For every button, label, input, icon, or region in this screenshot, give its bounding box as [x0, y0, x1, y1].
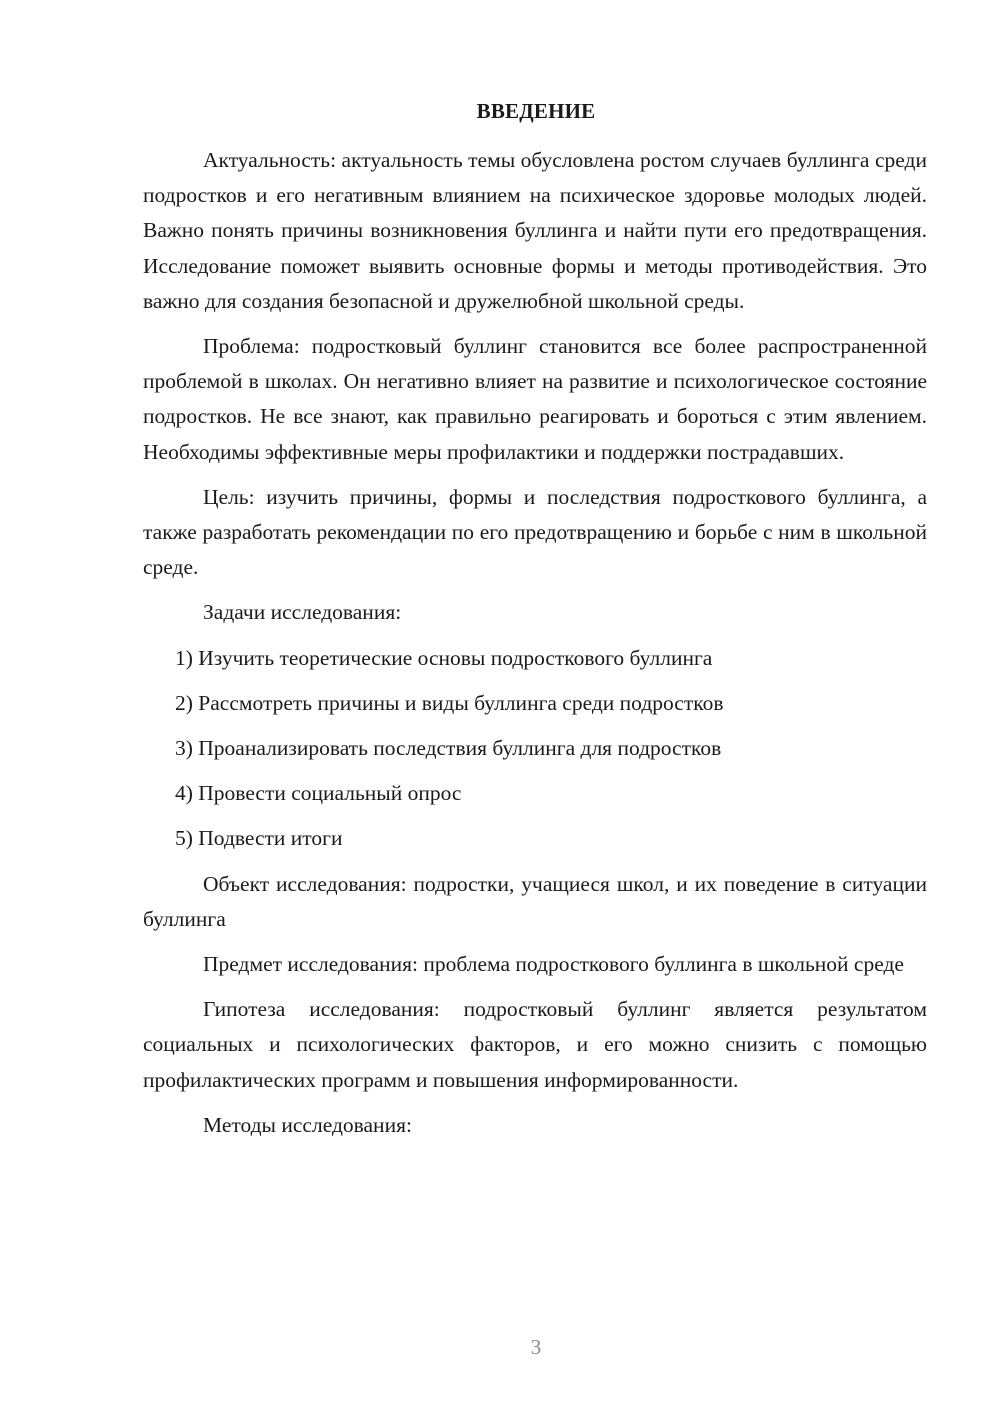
list-item: 4) Провести социальный опрос — [175, 781, 462, 806]
list-item: 1) Изучить теоретические основы подросткового буллинга — [175, 645, 713, 670]
methods-heading: Методы исследования: — [203, 1112, 412, 1137]
page-title: ВВЕДЕНИЕ — [476, 99, 596, 123]
paragraph-hypothesis: Гипотеза исследования: подростковый буллинг является результатом социальных и психологических факторов, и его можно снизить с помощью профилактических программ и повышения информированности. — [143, 997, 927, 1092]
tasks-heading: Задачи исследования: — [203, 600, 402, 625]
paragraph-relevance: Актуальность: актуальность темы обусловлена ростом случаев буллинга среди подростков и его негативным влиянием на психическое здоровье молодых людей. Важно понять причины возникновения буллинга и найти пути его предотвращения. Исследование поможет выявить основные формы и методы противодействия. Это важно для создания безопасной и дружелюбной школьной среды. — [143, 148, 927, 313]
paragraph-problem: Проблема: подростковый буллинг становится все более распространенной проблемой в школах. Он негативно влияет на развитие и психологическое состояние подростков. Не все знают, как правильно реагировать и бороться с этим явлением. Необходимы эффективные меры профилактики и поддержки пострадавших. — [143, 334, 927, 464]
paragraph-goal: Цель: изучить причины, формы и последствия подросткового буллинга, а также разработать рекомендации по его предотвращению и борьбе с ним в школьной среде. — [143, 484, 927, 580]
paragraph-object: Объект исследования: подростки, учащиеся школ, и их поведение в ситуации буллинга — [143, 871, 927, 931]
page-number: 3 — [530, 1335, 542, 1359]
list-item: 3) Проанализировать последствия буллинга для подростков — [175, 736, 722, 761]
paragraph-subject: Предмет исследования: проблема подросткового буллинга в школьной среде — [203, 952, 904, 977]
list-item: 5) Подвести итоги — [175, 826, 343, 851]
document-body — [143, 143, 927, 1153]
list-item: 2) Рассмотреть причины и виды буллинга среди подростков — [175, 690, 724, 715]
tasks-list — [143, 641, 927, 857]
